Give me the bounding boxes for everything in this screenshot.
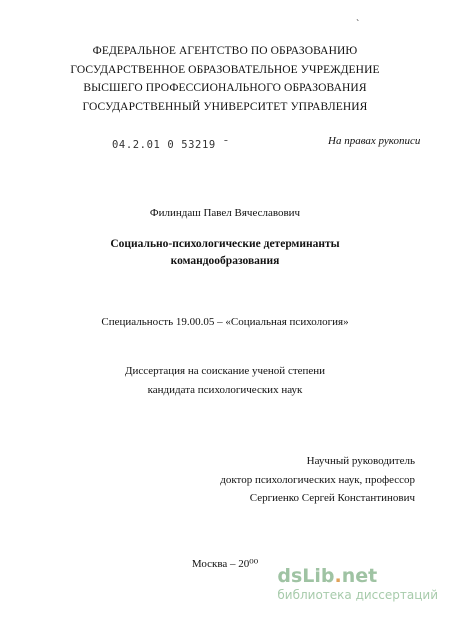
- title-line: командообразования: [170, 255, 280, 267]
- header-line: ГОСУДАРСТВЕННЫЙ УНИВЕРСИТЕТ УПРАВЛЕНИЯ: [82, 100, 368, 113]
- archive-stamp-number: 04.2.01 0 53219 ˉ: [112, 139, 230, 151]
- institution-header: [0, 42, 450, 116]
- advisor-degree: доктор психологических наук, профессор: [220, 473, 415, 486]
- header-line: ВЫСШЕГО ПРОФЕССИОНАЛЬНОГО ОБРАЗОВАНИЯ: [83, 82, 367, 94]
- city-year: Москва – 20⁰⁰: [191, 558, 259, 570]
- advisor-role: Научный руководитель: [306, 455, 415, 467]
- dslib-logo[interactable]: [277, 566, 438, 586]
- purpose-line: Диссертация на соискание ученой степени: [124, 365, 326, 377]
- purpose-line: кандидата психологических наук: [147, 384, 303, 396]
- logo-dot: .: [334, 565, 342, 587]
- author-name: Филиндаш Павел Вячеславович: [149, 207, 301, 219]
- scan-mark: `: [356, 19, 360, 30]
- manuscript-rights-note: На правах рукописи: [328, 135, 421, 147]
- dslib-watermark[interactable]: [277, 566, 438, 602]
- watermark-subtitle: библиотека диссертаций: [277, 588, 438, 602]
- logo-tld: net: [341, 565, 378, 587]
- specialty-line: Специальность 19.00.05 – «Социальная психология»: [101, 316, 349, 328]
- logo-main: dsLib: [277, 565, 335, 587]
- degree-purpose: [0, 362, 450, 400]
- scientific-advisor-block: [220, 452, 415, 508]
- header-line: ФЕДЕРАЛЬНОЕ АГЕНТСТВО ПО ОБРАЗОВАНИЮ: [92, 45, 358, 57]
- advisor-name: Сергиенко Сергей Константинович: [249, 492, 415, 504]
- dissertation-title: [0, 236, 450, 270]
- title-line: Социально-психологические детерминанты: [110, 238, 340, 250]
- header-line: ГОСУДАРСТВЕННОЕ ОБРАЗОВАТЕЛЬНОЕ УЧРЕЖДЕНИЕ: [70, 63, 380, 76]
